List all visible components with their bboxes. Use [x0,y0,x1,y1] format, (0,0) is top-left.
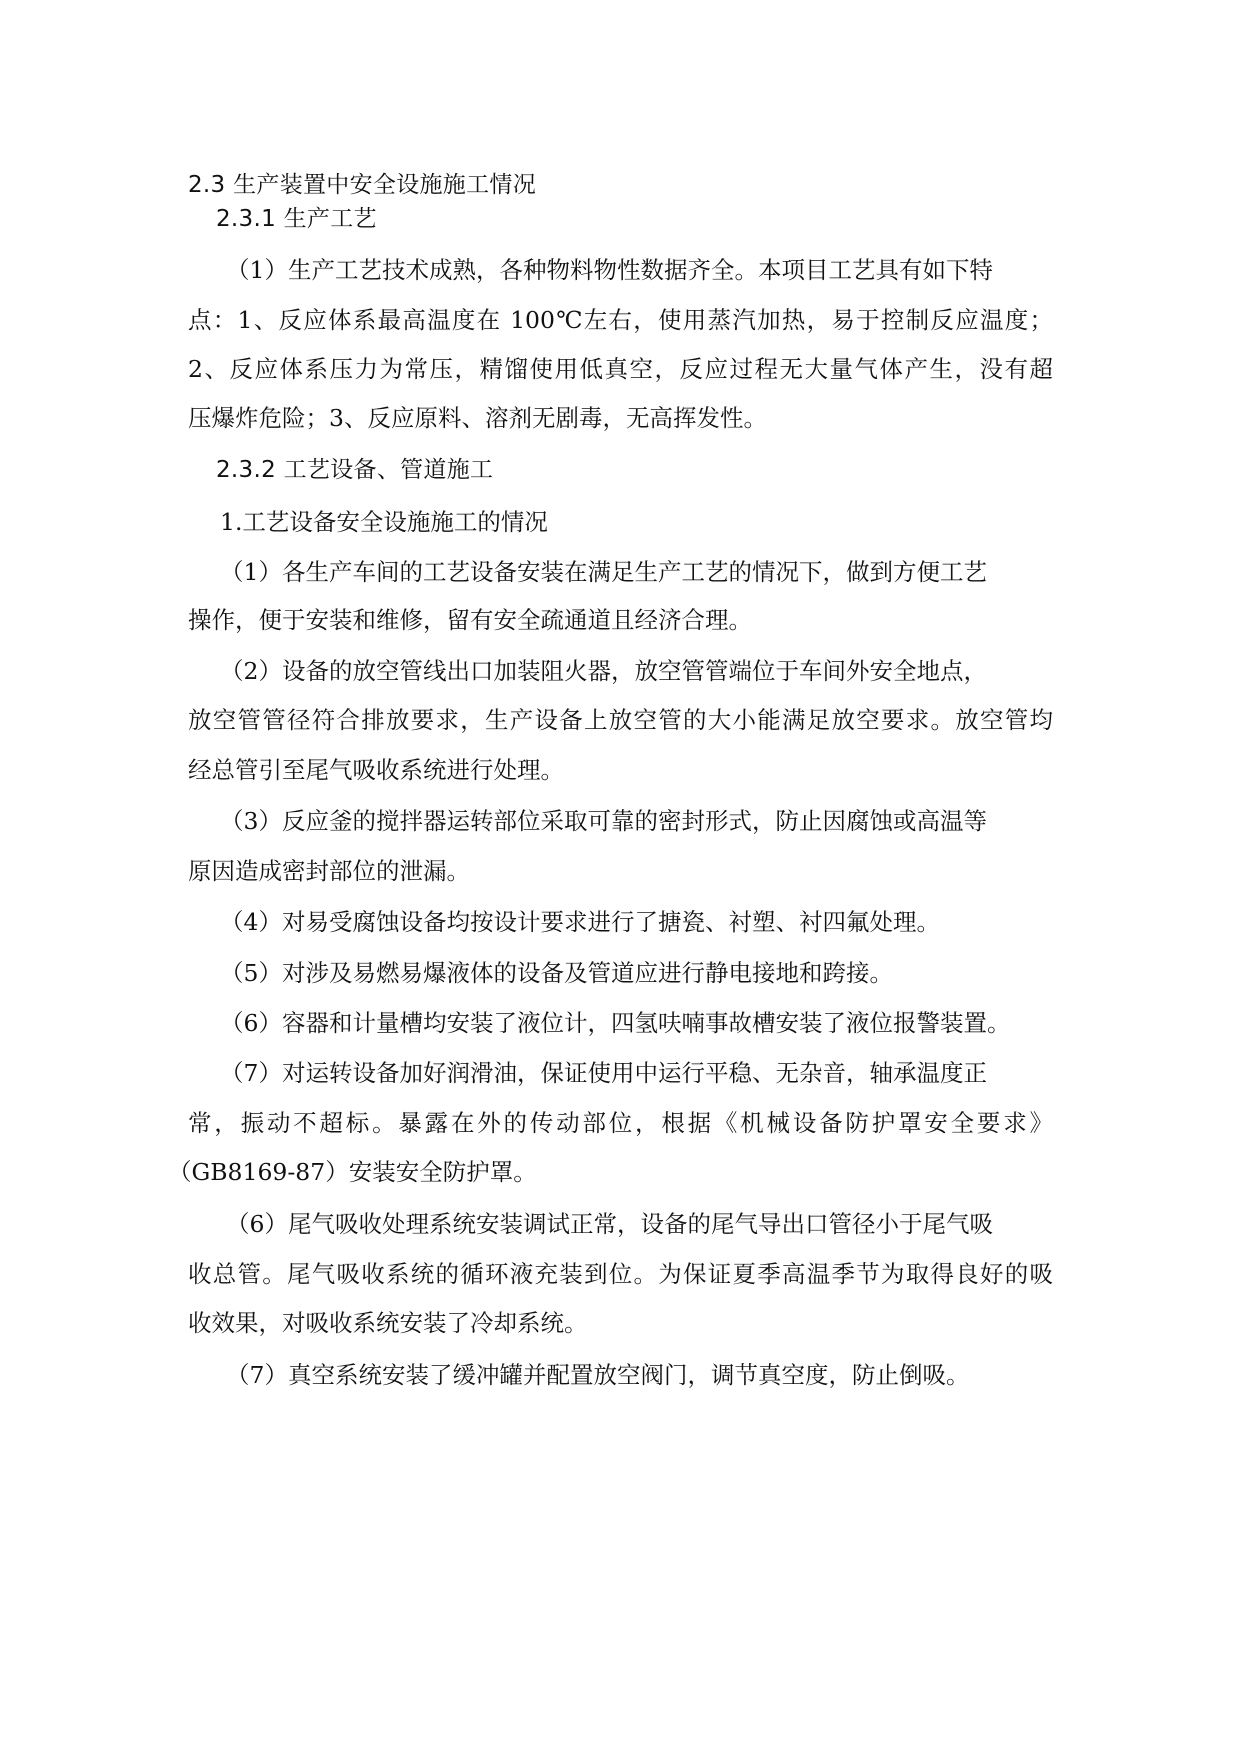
subsection-intro: 1.工艺设备安全设施施工的情况 [220,508,548,536]
list-item-line: （2）设备的放空管线出口加装阻火器，放空管管端位于车间外安全地点， [220,657,987,685]
paragraph-line: 点：1、反应体系最高温度在 100℃左右，使用蒸汽加热，易于控制反应温度； [188,306,1053,334]
list-item-line: （7）真空系统安装了缓冲罐并配置放空阀门，调节真空度，防止倒吸。 [226,1361,970,1389]
list-item-line: 操作，便于安装和维修，留有安全疏通道且经济合理。 [188,606,752,634]
list-item-line: （5）对涉及易燃易爆液体的设备及管道应进行静电接地和跨接。 [220,959,893,987]
paragraph-line: 2、反应体系压力为常压，精馏使用低真空，反应过程无大量气体产生，没有超 [188,355,1053,383]
list-item-line: （GB8169-87）安装安全防护罩。 [168,1158,537,1186]
list-item-line: 收总管。尾气吸收系统的循环液充装到位。为保证夏季高温季节为取得良好的吸 [188,1260,1053,1288]
section-heading: 2.3 生产装置中安全设施施工情况 [188,172,536,198]
list-item-line: 放空管管径符合排放要求，生产设备上放空管的大小能满足放空要求。放空管均 [188,706,1053,734]
list-item-line: 经总管引至尾气吸收系统进行处理。 [188,756,564,784]
list-item-line: （3）反应釜的搅拌器运转部位采取可靠的密封形式，防止因腐蚀或高温等 [220,807,987,835]
list-item-line: （4）对易受腐蚀设备均按设计要求进行了搪瓷、衬塑、衬四氟处理。 [220,908,940,936]
list-item-line: 收效果，对吸收系统安装了冷却系统。 [188,1309,588,1337]
paragraph-line: 压爆炸危险；3、反应原料、溶剂无剧毒，无高挥发性。 [188,404,767,432]
list-item-line: （6）尾气吸收处理系统安装调试正常，设备的尾气导出口管径小于尾气吸 [226,1210,993,1238]
list-item-line: 常，振动不超标。暴露在外的传动部位，根据《机械设备防护罩安全要求》 [188,1109,1053,1137]
subsection-heading-2-3-1: 2.3.1 生产工艺 [216,206,377,232]
list-item-line: （7）对运转设备加好润滑油，保证使用中运行平稳、无杂音，轴承温度正 [220,1059,987,1087]
paragraph-line: （1）生产工艺技术成熟，各种物料物性数据齐全。本项目工艺具有如下特 [226,256,993,284]
subsection-heading-2-3-2: 2.3.2 工艺设备、管道施工 [216,457,494,483]
list-item-line: 原因造成密封部位的泄漏。 [188,857,470,885]
list-item-line: （6）容器和计量槽均安装了液位计，四氢呋喃事故槽安装了液位报警装置。 [220,1009,1011,1037]
list-item-line: （1）各生产车间的工艺设备安装在满足生产工艺的情况下，做到方便工艺 [220,558,987,586]
